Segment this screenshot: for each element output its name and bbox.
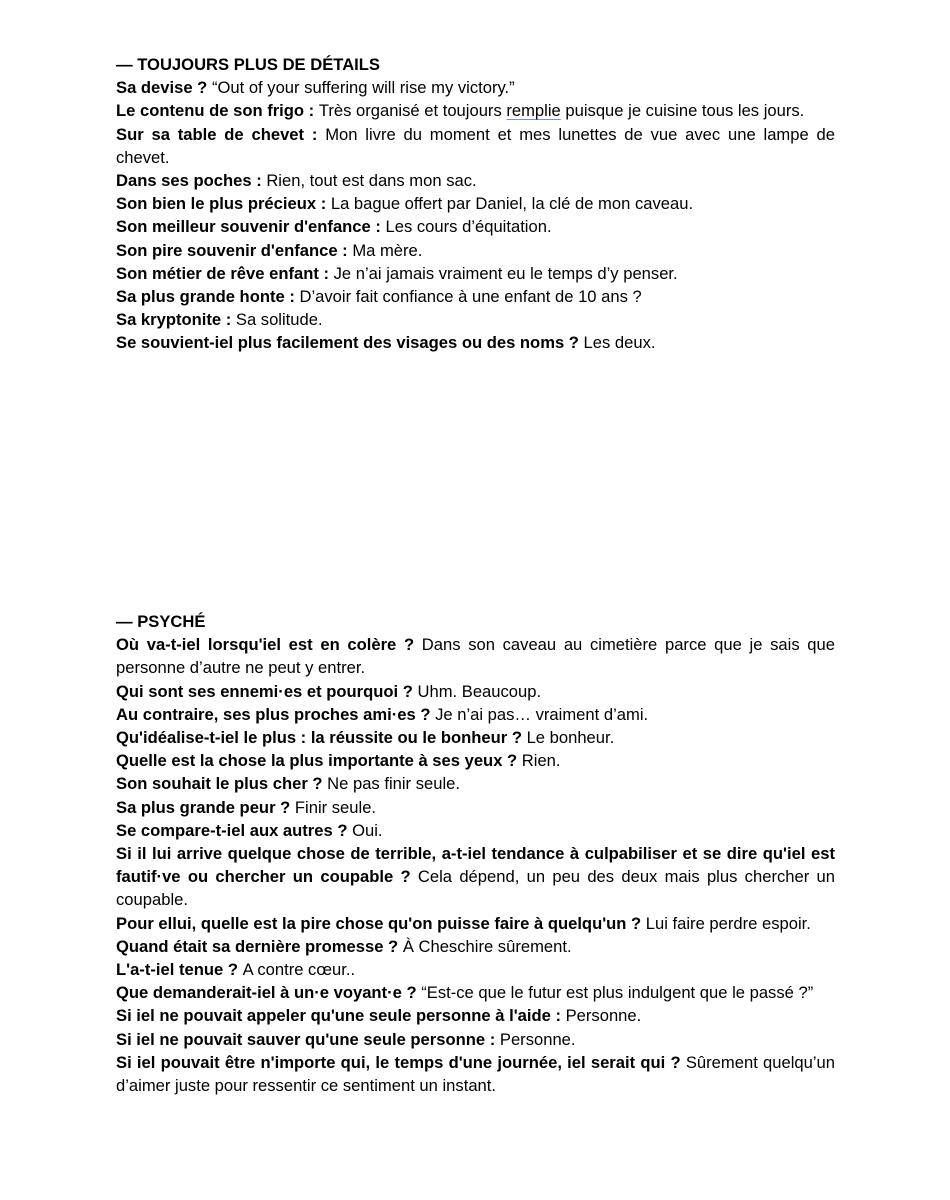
qa-item-amis [116,703,835,726]
qa-item-appeler [116,1004,835,1027]
answer: La bague offert par Daniel, la clé de mon caveau. [330,194,694,214]
question: Sur sa table de chevet : [116,124,326,144]
answer: Cela dépend, un peu des deux mais plus chercher un coupable. [116,867,835,910]
question: Son souhait le plus cher ? [116,774,328,794]
question: Qui sont ses ennemi·es et pourquoi ? [116,681,418,701]
qa-item-souhait [116,772,835,795]
question: Son métier de rêve enfant : [116,263,334,283]
qa-item-pire-souvenir [116,239,835,262]
question: Son meilleur souvenir d'enfance : [116,217,386,237]
question: Au contraire, ses plus proches ami·es ? [116,704,436,724]
question: Pour ellui, quelle est la pire chose qu'on puisse faire à quelqu'un ? [116,913,646,933]
answer: Ma mère. [352,240,423,260]
answer: Finir seule. [294,797,377,817]
question: Sa plus grande peur ? [116,797,295,817]
qa-item-colere [116,633,835,679]
question: Le contenu de son frigo : [116,101,319,121]
answer: “Out of your suffering will rise my victory.” [211,78,515,98]
qa-item-compare [116,819,835,842]
answer: D’avoir fait confiance à une enfant de 10 ans ? [299,287,642,307]
qa-item-frigo [116,99,835,122]
question: Si iel pouvait être n'importe qui, le temps d'une journée, iel serait qui ? [116,1052,686,1072]
answer: Rien, tout est dans mon sac. [266,171,477,191]
answer: Très organisé et toujours [318,101,507,121]
answer: Personne. [499,1029,576,1049]
section-heading: — TOUJOURS PLUS DE DÉTAILS [116,55,380,74]
qa-item-chose-importante [116,749,835,772]
qa-item-voyante [116,981,835,1004]
qa-item-bien-precieux [116,192,835,215]
answer: Personne. [565,1006,642,1026]
qa-item-meilleur-souvenir [116,215,835,238]
question: Qu'idéalise-t-iel le plus : la réussite ou le bonheur ? [116,728,527,748]
answer-continued: puisque je cuisine tous les jours. [560,101,805,121]
spellcheck-marked-word: remplie [506,101,561,121]
question: Se souvient-iel plus facilement des visages ou des noms ? [116,333,584,353]
section-heading: — PSYCHÉ [116,612,206,631]
qa-item-pire-chose [116,912,835,935]
answer: Les deux. [583,333,656,353]
answer: Ne pas finir seule. [327,774,460,794]
answer: À Cheschire sûrement. [402,936,572,956]
qa-item-visages-noms [116,331,835,354]
qa-item-devise [116,76,835,99]
qa-item-sauver [116,1028,835,1051]
answer: Rien. [521,751,561,771]
question: Si iel ne pouvait sauver qu'une seule personne : [116,1029,500,1049]
answer: Uhm. Beaucoup. [417,681,542,701]
qa-item-ennemis [116,680,835,703]
question: Sa kryptonite : [116,310,236,330]
question: Si iel ne pouvait appeler qu'une seule personne à l'aide : [116,1006,566,1026]
answer: Oui. [352,820,383,840]
question: Que demanderait-iel à un·e voyant·e ? [116,983,422,1003]
answer: Dans son caveau au cimetière parce que je sais que personne d’autre ne peut y entrer. [116,635,835,678]
qa-item-culpabiliser [116,842,835,912]
answer: Lui faire perdre espoir. [645,913,811,933]
question: Sa plus grande honte : [116,287,300,307]
question: Quand était sa dernière promesse ? [116,936,403,956]
answer: A contre cœur.. [242,960,356,980]
qa-item-tenue [116,958,835,981]
question: Quelle est la chose la plus importante à ses yeux ? [116,751,522,771]
question: Sa devise ? [116,78,212,98]
question: Où va-t-iel lorsqu'iel est en colère ? [116,635,422,655]
question: Se compare-t-iel aux autres ? [116,820,353,840]
qa-item-promesse [116,935,835,958]
question: Son pire souvenir d'enfance : [116,240,353,260]
answer: Sa solitude. [235,310,323,330]
question: Si il lui arrive quelque chose de terrible, a-t-iel tendance à culpabiliser et se dire qu'iel est fautif·ve ou chercher un coupable ? [116,844,835,887]
qa-item-etre-qui [116,1051,835,1097]
answer: Je n’ai jamais vraiment eu le temps d’y penser. [333,263,678,283]
qa-item-honte [116,285,835,308]
qa-item-metier-reve [116,262,835,285]
question: Son bien le plus précieux : [116,194,331,214]
answer: Mon livre du moment et mes lunettes de vue avec une lampe de chevet. [116,124,835,167]
qa-item-idealise [116,726,835,749]
question: Dans ses poches : [116,171,267,191]
qa-item-poches [116,169,835,192]
answer: “Est-ce que le futur est plus indulgent que le passé ?” [421,983,814,1003]
qa-item-chevet [116,123,835,169]
answer: Sûrement quelqu’un d’aimer juste pour ressentir ce sentiment un instant. [116,1052,836,1096]
qa-item-kryptonite [116,308,835,331]
answer: Les cours d’équitation. [385,217,552,237]
answer: Le bonheur. [526,728,615,748]
qa-item-peur [116,796,835,819]
answer: Je n’ai pas… vraiment d’ami. [435,704,649,724]
section-details [116,53,835,355]
section-psyche [116,610,835,1097]
question: L'a-t-iel tenue ? [116,960,243,980]
